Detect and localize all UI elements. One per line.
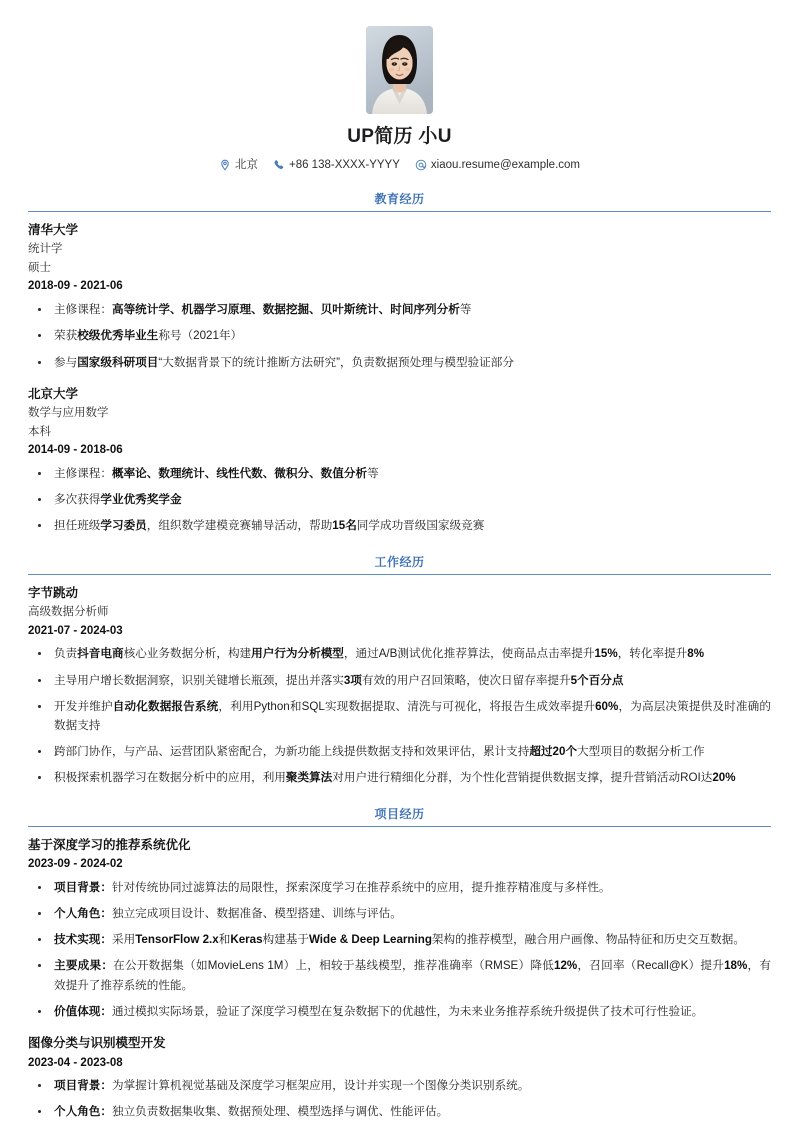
location-pin-icon [219,159,231,171]
entry-subtitle: 数学与应用数学 [28,407,109,420]
list-item: 主要成果：在公开数据集（如MovieLens 1M）上，相较于基线模型，推荐准确率（RMSE）降低12%，召回率（Recall@K）提升18%，有效提升了推荐系统的性能。 [28,956,771,994]
list-item: 主导用户增长数据洞察，识别关键增长瓶颈，提出并落实3项有效的用户召回策略，使次日留存率提升5个百分点 [28,671,771,690]
profile-photo [366,26,433,114]
entry-organization: 北京大学 [28,386,79,401]
contact-bar [28,157,771,173]
entry-bullet-list [28,1076,771,1121]
resume-entry [28,836,771,1021]
list-item: 主修课程：高等统计学、机器学习原理、数据挖掘、贝叶斯统计、时间序列分析等 [28,300,771,319]
entry-bullet-list [28,300,771,372]
list-item: 项目背景：为掌握计算机视觉基础及深度学习框架应用，设计并实现一个图像分类识别系统。 [28,1076,771,1095]
entry-organization: 清华大学 [28,222,79,237]
resume-sections [28,190,771,1122]
list-item: 项目背景：针对传统协同过滤算法的局限性，探索深度学习在推荐系统中的应用，提升推荐精准度与多样性。 [28,878,771,897]
entry-organization: 字节跳动 [28,585,79,600]
list-item: 参与国家级科研项目“大数据背景下的统计推断方法研究”，负责数据预处理与模型验证部分 [28,353,771,372]
resume-section [28,190,771,536]
contact-phone-text: +86 138-XXXX-YYYY [288,158,400,171]
entry-subtitle: 统计学 [28,243,63,256]
list-item: 个人角色：独立负责数据集收集、数据预处理、模型选择与调优、性能评估。 [28,1102,771,1121]
section-divider [28,826,771,827]
entry-bullet-list [28,878,771,1021]
entry-bullet-list [28,464,771,536]
contact-location [219,157,258,173]
list-item: 跨部门协作，与产品、运营团队紧密配合，为新功能上线提供数据支持和效果评估，累计支持超过20个大型项目的数据分析工作 [28,742,771,761]
entry-date-range: 2021-07 - 2024-03 [28,624,123,637]
phone-icon [273,159,285,171]
email-at-icon [415,159,427,171]
section-title: 教育经历 [374,191,425,206]
list-item: 多次获得学业优秀奖学金 [28,490,771,509]
list-item: 开发并维护自动化数据报告系统，利用Python和SQL实现数据提取、清洗与可视化，将报告生成效率提升60%，为高层决策提供及时准确的数据支持 [28,697,771,735]
contact-location-text: 北京 [234,158,258,171]
resume-section [28,805,771,1122]
section-title: 项目经历 [374,806,425,821]
resume-entry [28,584,771,788]
list-item: 个人角色：独立完成项目设计、数据准备、模型搭建、训练与评估。 [28,904,771,923]
contact-email [415,157,580,173]
list-item: 负责抖音电商核心业务数据分析，构建用户行为分析模型，通过A/B测试优化推荐算法，使商品点击率提升15%，转化率提升8% [28,644,771,663]
entry-subtitle: 高级数据分析师 [28,606,109,619]
section-divider [28,211,771,212]
resume-entry [28,385,771,536]
section-divider [28,574,771,575]
entry-degree: 本科 [28,425,51,438]
resume-entry [28,221,771,372]
list-item: 技术实现：采用TensorFlow 2.x和Keras构建基于Wide & Deep Learning架构的推荐模型，融合用户画像、物品特征和历史交互数据。 [28,930,771,949]
entry-date-range: 2018-09 - 2021-06 [28,280,123,293]
entry-degree: 硕士 [28,261,51,274]
contact-email-text: xiaou.resume@example.com [430,158,581,171]
list-item: 荣获校级优秀毕业生称号（2021年） [28,326,771,345]
resume-header [28,0,771,173]
entry-date-range: 2023-04 - 2023-08 [28,1056,123,1069]
entry-organization: 基于深度学习的推荐系统优化 [28,837,191,852]
resume-entry [28,1034,771,1121]
entry-organization: 图像分类与识别模型开发 [28,1036,166,1051]
list-item: 担任班级学习委员，组织数学建模竞赛辅导活动，帮助15名同学成功晋级国家级竞赛 [28,516,771,535]
entry-bullet-list [28,644,771,787]
resume-section [28,553,771,788]
list-item: 积极探索机器学习在数据分析中的应用，利用聚类算法对用户进行精细化分群，为个性化营销提供数据支撑，提升营销活动ROI达20% [28,768,771,787]
contact-phone [273,157,400,173]
list-item: 主修课程：概率论、数理统计、线性代数、微积分、数值分析等 [28,464,771,483]
entry-date-range: 2014-09 - 2018-06 [28,444,123,457]
page-title: UP简历 小U [347,126,452,147]
entry-date-range: 2023-09 - 2024-02 [28,858,123,871]
section-title: 工作经历 [374,554,425,569]
list-item: 价值体现：通过模拟实际场景，验证了深度学习模型在复杂数据下的优越性，为未来业务推荐系统升级提供了技术可行性验证。 [28,1002,771,1021]
